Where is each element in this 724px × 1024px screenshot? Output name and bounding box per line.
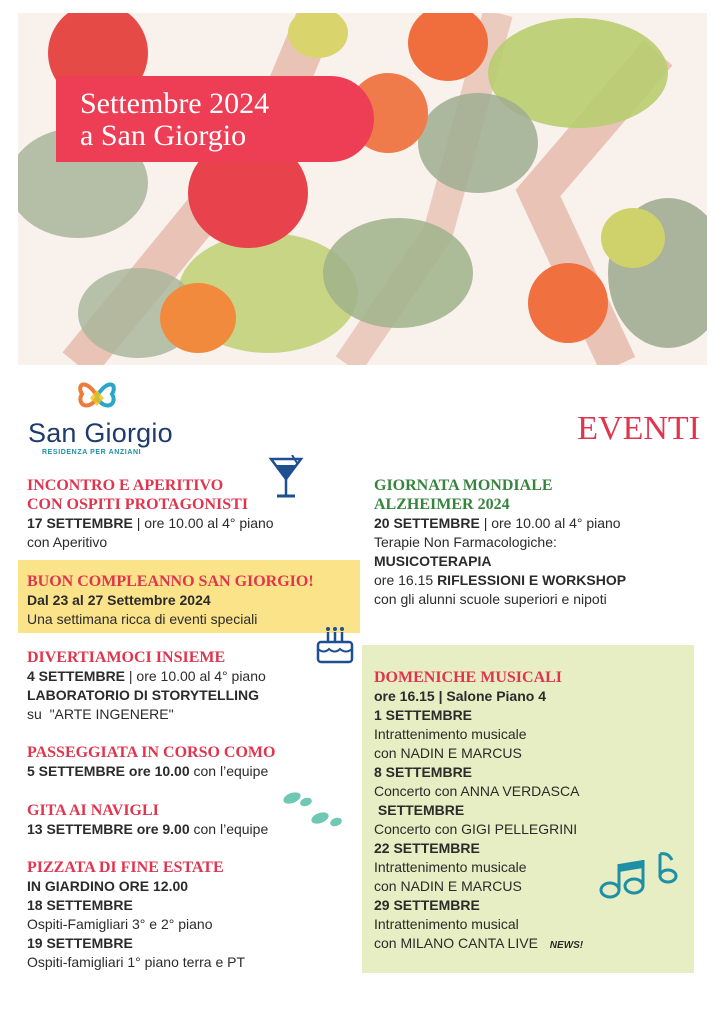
concert-desc: Intrattenimento musicale	[374, 859, 527, 875]
concert-artist: con NADIN E MARCUS	[374, 745, 522, 761]
birthday-cake-icon	[313, 624, 357, 666]
concert-date: 29 SETTEMBRE	[374, 897, 480, 913]
concert-artist: con NADIN E MARCUS	[374, 878, 522, 894]
event-desc: con Aperitivo	[27, 534, 108, 550]
event-desc: Una settimana ricca di eventi speciali	[27, 611, 258, 627]
music-notes-icon	[598, 850, 682, 902]
concert-desc: Intrattenimento musicale	[374, 726, 527, 742]
event-date: 17 SETTEMBRE	[27, 515, 133, 531]
event-title: GITA AI NAVIGLI	[27, 802, 159, 819]
san-giorgio-logo	[28, 378, 208, 458]
event-desc: su "ARTE INGENERE"	[27, 706, 174, 722]
event-desc: con l’equipe	[189, 763, 269, 779]
event-date: 13 SETTEMBRE ore 9.00	[27, 821, 190, 837]
event-time: | ore 10.00 al 4° piano	[132, 515, 274, 531]
event-domeniche	[374, 668, 583, 955]
event-location: IN GIARDINO ORE 12.00	[27, 878, 189, 894]
concert-date: 1 SETTEMBRE	[374, 707, 473, 723]
fig-leaves-illustration	[18, 13, 707, 365]
event-time: | ore 10.00 al 4° piano	[125, 668, 266, 684]
event-time: | ore 10.00 al 4° piano	[479, 515, 621, 531]
event-activity: RIFLESSIONI E WORKSHOP	[437, 572, 627, 588]
event-desc: Ospiti-Famigliari 3° e 2° piano	[27, 916, 213, 932]
event-title: BUON COMPLEANNO SAN GIORGIO!	[27, 573, 314, 590]
concert-artist: con MILANO CANTA LIVE	[374, 935, 538, 951]
concert-date: 8 SETTEMBRE	[374, 764, 473, 780]
event-gita	[27, 801, 268, 839]
news-badge: NEWS!	[549, 940, 584, 951]
concert-desc: Concerto con GIGI PELLEGRINI	[374, 821, 578, 837]
event-desc: con l’equipe	[189, 821, 269, 837]
event-title: INCONTRO E APERITIVO	[27, 477, 224, 494]
event-title: PASSEGGIATA IN CORSO COMO	[27, 744, 276, 761]
concert-date: 22 SETTEMBRE	[374, 840, 480, 856]
hero-illustration	[18, 13, 707, 365]
event-title: GIORNATA MONDIALE	[374, 477, 553, 494]
event-title-2: ALZHEIMER 2024	[374, 496, 510, 513]
logo-subtitle: RESIDENZA PER ANZIANI	[42, 449, 142, 456]
event-alzheimer	[374, 476, 626, 609]
cocktail-icon	[268, 455, 304, 501]
event-date: 18 SETTEMBRE	[27, 897, 133, 913]
event-subtitle: CON OSPITI PROTAGONISTI	[27, 496, 249, 513]
event-pizzata	[27, 858, 245, 972]
event-divertiamoci	[27, 648, 266, 724]
concert-desc: Intrattenimento musical	[374, 916, 519, 932]
event-time: ore 16.15 | Salone Piano 4	[374, 688, 546, 704]
concert-date: SETTEMBRE	[374, 802, 465, 818]
concert-desc: Concerto con ANNA VERDASCA	[374, 783, 580, 799]
event-date: 5 SETTEMBRE ore 10.00	[27, 763, 190, 779]
event-time: ore 16.15	[374, 572, 438, 588]
event-desc: con gli alunni scuole superiori e nipoti	[374, 591, 607, 607]
event-activity: LABORATORIO DI STORYTELLING	[27, 687, 260, 703]
event-passeggiata	[27, 743, 275, 781]
logo-name: San Giorgio	[28, 418, 173, 448]
event-title: DOMENICHE MUSICALI	[374, 669, 563, 686]
title-banner	[56, 76, 374, 162]
event-incontro	[27, 476, 274, 552]
event-title: PIZZATA DI FINE ESTATE	[27, 859, 224, 876]
title-line-2: a San Giorgio	[80, 119, 247, 152]
section-title: EVENTI	[577, 410, 700, 447]
event-date: 19 SETTEMBRE	[27, 935, 133, 951]
event-desc: Ospiti-famigliari 1° piano terra e PT	[27, 954, 246, 970]
event-compleanno	[27, 572, 314, 629]
event-date: Dal 23 al 27 Settembre 2024	[27, 592, 211, 608]
footprints-icon	[278, 788, 350, 832]
event-desc: Terapie Non Farmacologiche:	[374, 534, 557, 550]
title-line-1: Settembre 2024	[80, 87, 270, 120]
event-date: 4 SETTEMBRE	[27, 668, 126, 684]
event-activity: MUSICOTERAPIA	[374, 553, 492, 569]
butterfly-logo-icon	[76, 378, 118, 414]
event-title: DIVERTIAMOCI INSIEME	[27, 649, 226, 666]
event-date: 20 SETTEMBRE	[374, 515, 480, 531]
